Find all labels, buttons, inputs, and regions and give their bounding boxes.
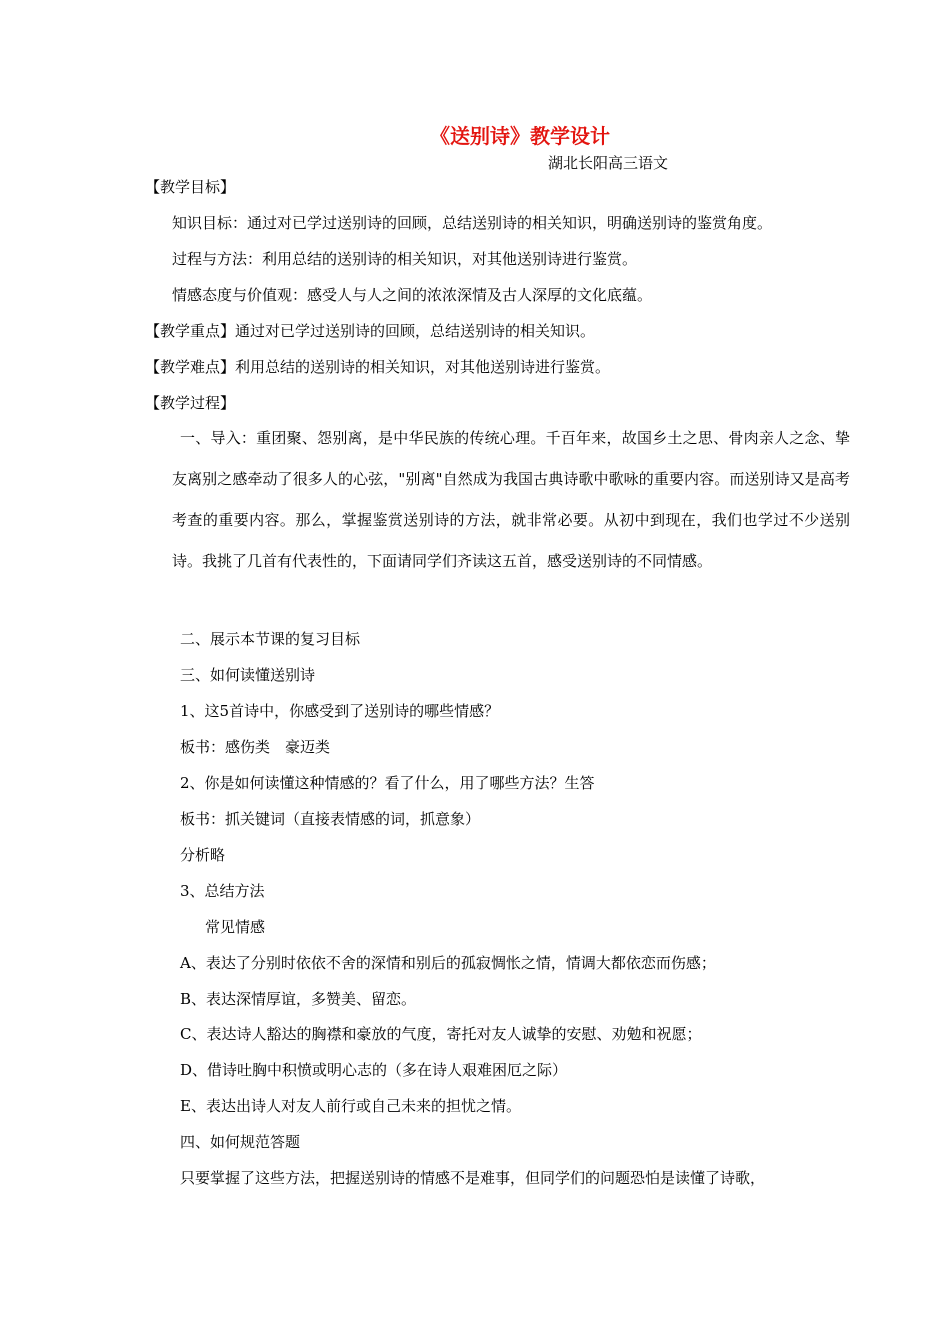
process-heading: 【教学过程】 <box>145 394 236 412</box>
emotion-d: D、借诗吐胸中积愤或明心志的（多在诗人艰难困厄之际） <box>180 1061 568 1079</box>
objective-emotion: 情感态度与价值观：感受人与人之间的浓浓深情及古人深厚的文化底蕴。 <box>172 286 653 304</box>
board-one: 板书：感伤类 豪迈类 <box>180 738 331 756</box>
section-three: 三、如何读懂送别诗 <box>180 666 316 684</box>
analysis-note: 分析略 <box>180 846 226 864</box>
question-two: 2、你是如何读懂这种情感的？看了什么，用了哪些方法？生答 <box>180 774 595 792</box>
board-two: 板书：抓关键词（直接表情感的词，抓意象） <box>180 810 481 828</box>
common-emotions: 常见情感 <box>205 918 266 936</box>
emotion-e: E、表达出诗人对友人前行或自己未来的担忧之情。 <box>180 1097 521 1115</box>
summary-method: 3、总结方法 <box>180 882 265 900</box>
difficult-point: 【教学难点】利用总结的送别诗的相关知识，对其他送别诗进行鉴赏。 <box>145 358 611 376</box>
question-one: 1、这5首诗中，你感受到了送别诗的哪些情感？ <box>180 702 500 720</box>
document-title: 《送别诗》教学设计 <box>430 124 610 148</box>
section-four: 四、如何规范答题 <box>180 1133 301 1151</box>
objective-knowledge: 知识目标：通过对已学过送别诗的回顾，总结送别诗的相关知识，明确送别诗的鉴赏角度。 <box>172 214 773 232</box>
objectives-heading: 【教学目标】 <box>145 178 236 196</box>
document-author: 湖北长阳高三语文 <box>548 154 669 172</box>
objective-process: 过程与方法：利用总结的送别诗的相关知识，对其他送别诗进行鉴赏。 <box>172 250 638 268</box>
section-two: 二、展示本节课的复习目标 <box>180 630 361 648</box>
key-point: 【教学重点】通过对已学过送别诗的回顾，总结送别诗的相关知识。 <box>145 322 596 340</box>
closing-line: 只要掌握了这些方法，把握送别诗的情感不是难事，但同学们的问题恐怕是读懂了诗歌， <box>180 1169 766 1187</box>
emotion-b: B、表达深情厚谊，多赞美、留恋。 <box>180 990 417 1008</box>
emotion-c: C、表达诗人豁达的胸襟和豪放的气度，寄托对友人诚挚的安慰、劝勉和祝愿； <box>180 1025 702 1043</box>
emotion-a: A、表达了分别时依依不舍的深情和别后的孤寂惆怅之情，情调大都依恋而伤感； <box>180 954 716 972</box>
intro-paragraph: 一、导入：重团聚、怨别离，是中华民族的传统心理。千百年来，故国乡土之思、骨肉亲人之念、挚友离别之感牵动了很多人的心弦，"别离"自然成为我国古典诗歌中歌咏的重要内容。而送别诗又是高考考查的重要内容。那么，掌握鉴赏送别诗的方法，就非常必要。从初中到现在，我们也学过不少送别诗。我挑了几首有代表性的，下面请同学们齐读这五首，感受送别诗的不同情感。 <box>172 429 850 570</box>
